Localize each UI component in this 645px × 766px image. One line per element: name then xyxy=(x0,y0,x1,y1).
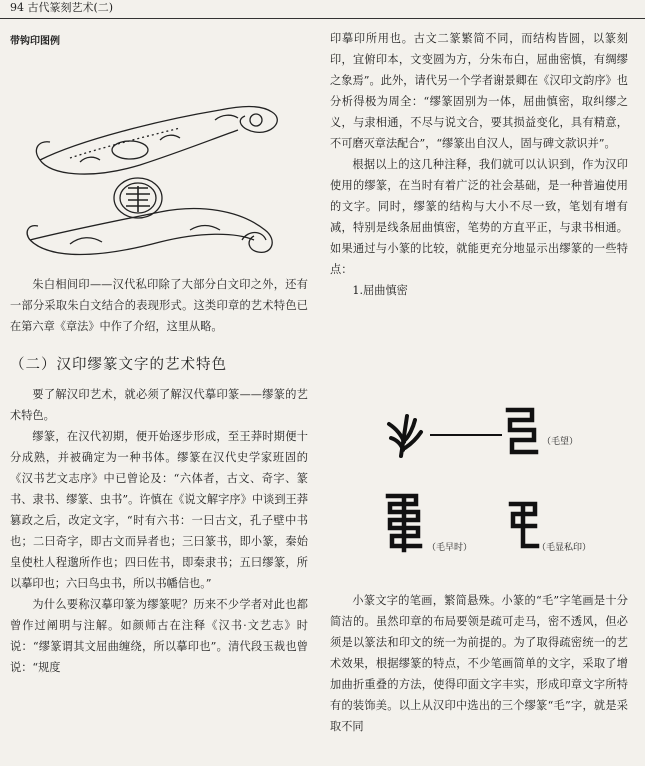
paragraph-intro: 要了解汉印艺术，就必须了解汉代摹印篆——缪篆的艺术特色。 xyxy=(10,388,308,422)
list-item-ququ: 1.屈曲慎密 xyxy=(352,284,408,297)
lower-belt-hook-drawing xyxy=(27,178,272,255)
figure-caption: 带钩印图例 xyxy=(10,36,60,47)
page-header xyxy=(0,0,645,19)
small-seal-mao-glyph xyxy=(385,412,425,458)
seal-mao-glyph-3 xyxy=(505,498,541,552)
paragraph-conclusion: 根据以上的这几种注释，我们就可以认识到，作为汉印使用的缪篆，在当时有着广泛的社会基础，是一种普遍使用的文字。同时，缪篆的结构与大小不尽一致，笔划有增有减，特别是线条屈曲慎密，笔势的方直平正，与隶书相通。如果通过与小篆的比较，就能更充分地显示出缪篆的一些特点： xyxy=(330,158,628,276)
seal-mao-glyph-2 xyxy=(380,490,426,560)
right-column xyxy=(330,28,628,301)
paragraph-miaozhuan: 缪篆，在汉代初期，便开始逐步形成，至王莽时期便十分成熟，并被确定为一种书体。缪篆在汉代史学家班固的《汉书艺文志序》中已曾论及：“六体者，古文、奇字、篆书、隶书、缪篆、虫书”。许慎在《说文解字序》中谈到王莽篡政之后，改定文字，“时有六书：一曰古文，孔子壁中书也；二曰奇字，即古文而异者也；三曰篆书，即小篆，秦始皇使杜人程邈所作也；四曰佐书，即秦隶书；五曰缪篆，所以摹印也；六曰鸟虫书，所以书幡信也。” xyxy=(10,430,308,590)
seal-mao-glyph-1 xyxy=(502,404,540,460)
left-lower-block xyxy=(10,274,308,678)
page-number-title: 94 古代篆刻艺术(二) xyxy=(10,1,114,14)
left-column xyxy=(10,28,308,47)
right-lower-block xyxy=(330,590,628,737)
paragraph-small-seal: 小篆文字的笔画，繁简悬殊。小篆的“毛”字笔画是十分简洁的。虽然印章的布局要领是疏可走马，密不透风，但必须是以篆法和印文的统一为前提的。为了取得疏密统一的艺术效果，根据缪篆的特点，不少笔画简单的文字，采取了增加曲折重叠的方法，使得印面文字丰实，形成印章文字所特有的装饰美。以上从汉印中选出的三个缪篆“毛”字，就是采取不同 xyxy=(330,594,628,733)
label-mao-zao-shi: （毛早时） xyxy=(427,543,473,553)
paragraph-zhubai: 朱白相间印——汉代私印除了大部分白文印之外，还有一部分采取朱白文结合的表现形式。这类印章的艺术特色已在第六章《章法》中作了介绍，这里从略。 xyxy=(10,278,308,333)
arrow-line xyxy=(430,434,502,436)
paragraph-why: 为什么要称汉摹印篆为缪篆呢？历来不少学者对此也都曾作过阐明与注解。如颜师古在注释《汉书·文艺志》时说：“缪篆谓其文屈曲缠绕，所以摹印也”。清代段玉裁也曾说：“规度 xyxy=(10,598,308,674)
belt-hook-seal-illustration xyxy=(10,80,308,290)
label-mao-wang: （毛望） xyxy=(542,437,579,447)
paragraph-quote-continued: 印摹印所用也。古文二篆繁简不同，而结构皆圆，以篆刻印，宜俯印本，文变圆为方，分朱布白，屈曲密慎，有绸缪之象焉”。此外，请代另一个学者谢景卿在《汉印文韵序》也分析得极为周全：“缪篆固别为一体，屈曲慎密，取纠缪之义，与隶相通，不尽与说文合，要其损益变化，具有精意，不可磨灭章法配合”，“缪篆出自汉人，固与碑文款识并”。 xyxy=(330,32,628,150)
section-title: （二）汉印缪篆文字的艺术特色 xyxy=(10,357,227,373)
label-mao-xian-si-yin: （毛显私印） xyxy=(537,543,592,553)
upper-belt-hook-drawing xyxy=(36,107,277,175)
mao-glyph-figure xyxy=(330,390,628,580)
